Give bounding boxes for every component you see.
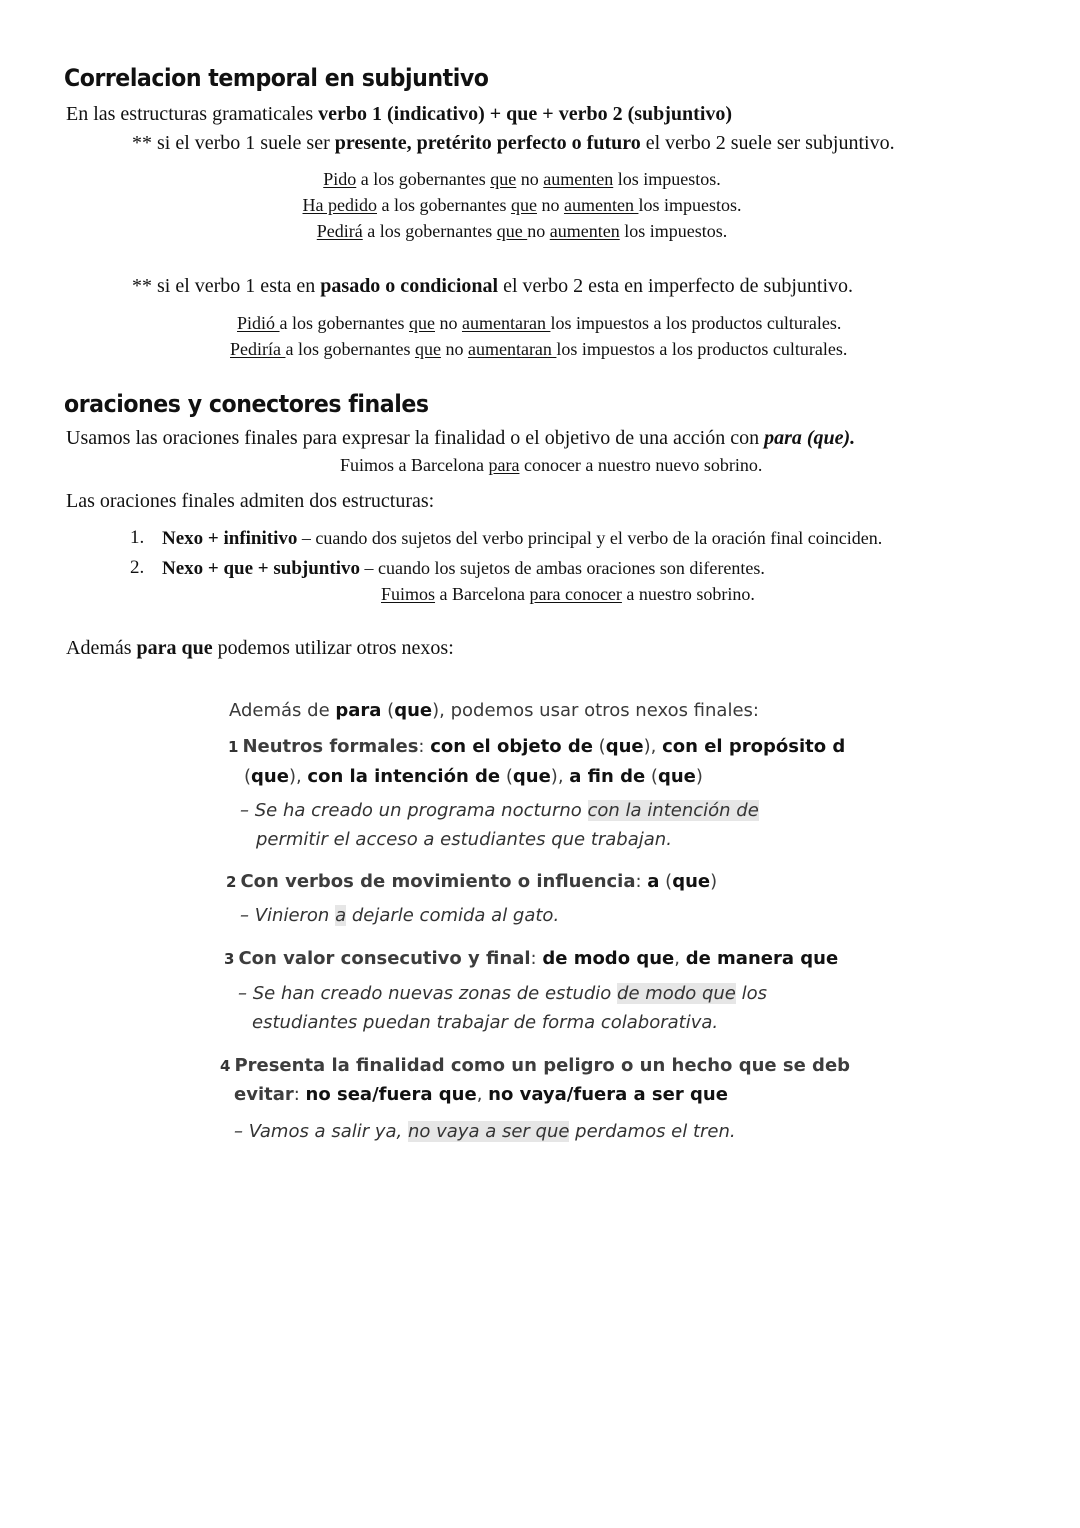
- section1-title: Correlacion temporal en subjuntivo: [64, 64, 489, 92]
- other-nexos-intro: Además para que podemos utilizar otros nexos:: [66, 637, 454, 659]
- nexo-item-title: evitar: no sea/fuera que, no vaya/fuera a ser que: [234, 1084, 728, 1105]
- nexo-example: – Se ha creado un programa nocturno con la intención de: [240, 800, 759, 821]
- example-line: Pediría a los gobernantes que no aumentaran los impuestos a los productos culturales.: [230, 339, 848, 359]
- nexo-example: – Vamos a salir ya, no vaya a ser que perdamos el tren.: [234, 1121, 736, 1142]
- section2-intro: Usamos las oraciones finales para expresar la finalidad o el objetivo de una acción con para (que).: [66, 427, 856, 449]
- example-line: Ha pedido a los gobernantes que no aumenten los impuestos.: [302, 195, 742, 215]
- list-item: 1. Nexo + infinitivo – cuando dos sujetos del verbo principal y el verbo de la oración final coinciden.: [130, 527, 883, 549]
- list-item: 2. Nexo + que + subjuntivo – cuando los sujetos de ambas oraciones son diferentes.: [130, 557, 765, 579]
- example-line: Pidió a los gobernantes que no aumentaran los impuestos a los productos culturales.: [237, 313, 842, 333]
- nexo-item-title: 1 Neutros formales: con el objeto de (que), con el propósito d: [228, 736, 846, 757]
- excerpt-intro: Además de para (que), podemos usar otros nexos finales:: [229, 700, 759, 721]
- structures-list: [130, 526, 882, 581]
- rule-past: ** si el verbo 1 esta en pasado o condicional el verbo 2 esta en imperfecto de subjuntivo.: [132, 275, 854, 297]
- section1-intro: En las estructuras gramaticales verbo 1 (indicativo) + que + verbo 2 (subjuntivo): [66, 103, 733, 125]
- nexo-example: – Se han creado nuevas zonas de estudio de modo que los: [238, 983, 768, 1004]
- nexo-example: permitir el acceso a estudiantes que trabajan.: [256, 829, 672, 850]
- nexo-item-title: 3 Con valor consecutivo y final: de modo que, de manera que: [224, 948, 839, 969]
- rule-present: ** si el verbo 1 suele ser presente, pretérito perfecto o futuro el verbo 2 suele ser subjuntivo.: [132, 132, 895, 154]
- structures-intro: Las oraciones finales admiten dos estructuras:: [66, 490, 435, 512]
- nexo-item-title: (que), con la intención de (que), a fin de (que): [244, 766, 703, 787]
- example-line: Pido a los gobernantes que no aumenten los impuestos.: [323, 169, 721, 189]
- example-line: Fuimos a Barcelona para conocer a nuestro nuevo sobrino.: [340, 455, 763, 475]
- textbook-excerpt: [216, 690, 851, 1160]
- nexo-example: – Vinieron a dejarle comida al gato.: [240, 905, 560, 926]
- nexo-example: estudiantes puedan trabajar de forma colaborativa.: [252, 1012, 719, 1033]
- section2-title: oraciones y conectores finales: [64, 390, 429, 418]
- example-line: Pedirá a los gobernantes que no aumenten los impuestos.: [316, 221, 728, 241]
- nexo-item-title: 2 Con verbos de movimiento o influencia: a (que): [226, 871, 718, 892]
- nexo-item-title: 4 Presenta la finalidad como un peligro o un hecho que se deb: [220, 1055, 851, 1076]
- example-line: Fuimos a Barcelona para conocer a nuestro sobrino.: [381, 584, 755, 604]
